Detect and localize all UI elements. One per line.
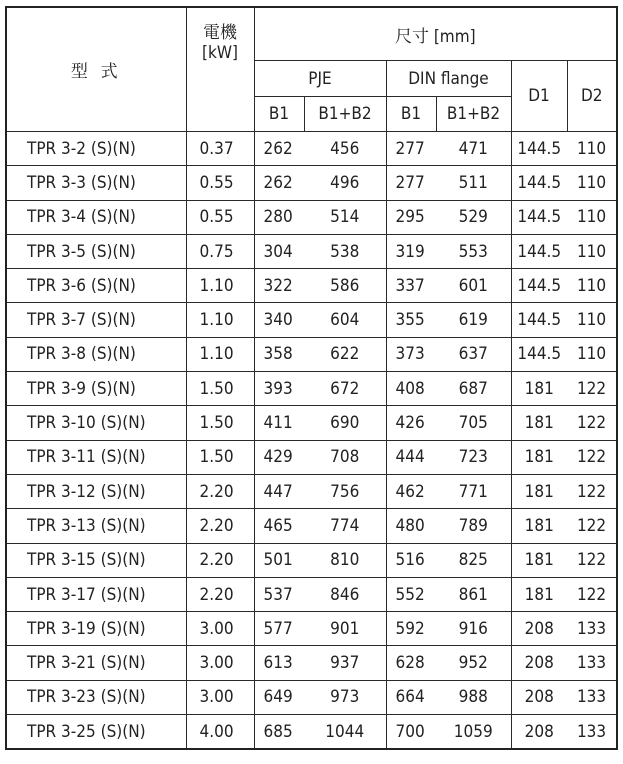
din-b1-cell: 337 [386,269,436,303]
pje-b1b2-cell: 774 [304,509,386,543]
pje-b1b2-cell: 672 [304,372,386,406]
table-row [6,509,617,543]
d1-cell: 181 [511,577,567,611]
d2-cell: 122 [567,406,617,440]
table-row [6,406,617,440]
din-b1-cell: 664 [386,680,436,714]
din-b1b2-cell: 705 [436,406,511,440]
model-cell: TPR 3-6 (S)(N) [6,269,186,303]
d1-cell: 144.5 [511,200,567,234]
din-b1-cell: 516 [386,543,436,577]
pje-b1-cell: 358 [254,337,304,371]
din-b1b2-cell: 637 [436,337,511,371]
din-b1-cell: 444 [386,440,436,474]
d1-header: D1 [511,61,567,132]
model-cell: TPR 3-25 (S)(N) [6,715,186,750]
pje-b1b2-cell: 604 [304,303,386,337]
pje-b1b2-cell: 1044 [304,715,386,750]
d2-cell: 110 [567,132,617,166]
d2-cell: 122 [567,440,617,474]
pje-b1-cell: 262 [254,132,304,166]
din-b1-cell: 552 [386,577,436,611]
model-cell: TPR 3-23 (S)(N) [6,680,186,714]
table-body [6,132,617,750]
d1-cell: 208 [511,646,567,680]
din-b1-cell: 462 [386,474,436,508]
pje-b1-cell: 537 [254,577,304,611]
d2-cell: 122 [567,372,617,406]
motor-kw-cell: 1.50 [186,372,254,406]
d2-cell: 122 [567,474,617,508]
d2-cell: 110 [567,200,617,234]
d1-cell: 208 [511,715,567,750]
pje-b1b2-cell: 586 [304,269,386,303]
model-cell: TPR 3-15 (S)(N) [6,543,186,577]
model-cell: TPR 3-13 (S)(N) [6,509,186,543]
pje-b1-cell: 280 [254,200,304,234]
motor-kw-cell: 2.20 [186,509,254,543]
d1-cell: 144.5 [511,234,567,268]
model-cell: TPR 3-12 (S)(N) [6,474,186,508]
table-row [6,166,617,200]
d1-cell: 181 [511,406,567,440]
pje-b1b2-cell: 937 [304,646,386,680]
d1-cell: 208 [511,612,567,646]
pje-b1-cell: 501 [254,543,304,577]
din-b1-cell: 277 [386,132,436,166]
table-row [6,543,617,577]
table-header [6,7,617,132]
din-b1-cell: 355 [386,303,436,337]
din-b1-cell: 480 [386,509,436,543]
model-cell: TPR 3-5 (S)(N) [6,234,186,268]
table-row [6,474,617,508]
din-b1b2-cell: 789 [436,509,511,543]
model-header: 型 式 [6,7,186,132]
motor-kw-cell: 2.20 [186,474,254,508]
din-b1b2-cell: 553 [436,234,511,268]
motor-kw-cell: 1.10 [186,337,254,371]
d2-cell: 133 [567,612,617,646]
d1-cell: 144.5 [511,132,567,166]
table-row [6,337,617,371]
din-b1b2-cell: 916 [436,612,511,646]
pje-b1-cell: 262 [254,166,304,200]
pje-b1-cell: 322 [254,269,304,303]
table-row [6,269,617,303]
d1-cell: 181 [511,474,567,508]
pje-b1b2-cell: 901 [304,612,386,646]
din-b1-cell: 628 [386,646,436,680]
pje-b1b2-cell: 538 [304,234,386,268]
motor-kw-cell: 0.37 [186,132,254,166]
motor-kw-cell: 4.00 [186,715,254,750]
motor-kw-cell: 1.10 [186,269,254,303]
pje-b1-cell: 304 [254,234,304,268]
motor-kw-cell: 3.00 [186,612,254,646]
d2-cell: 133 [567,715,617,750]
pje-b1-header: B1 [254,97,304,132]
din-b1b2-cell: 511 [436,166,511,200]
dimensions-header: 尺寸 [mm] [254,7,617,61]
pje-b1b2-cell: 973 [304,680,386,714]
pje-b1b2-cell: 690 [304,406,386,440]
d2-cell: 110 [567,234,617,268]
din-b1-cell: 295 [386,200,436,234]
d1-cell: 144.5 [511,166,567,200]
pje-b1-cell: 340 [254,303,304,337]
d2-cell: 110 [567,166,617,200]
model-cell: TPR 3-8 (S)(N) [6,337,186,371]
model-cell: TPR 3-19 (S)(N) [6,612,186,646]
pje-b1b2-cell: 846 [304,577,386,611]
d1-cell: 208 [511,680,567,714]
din-b1b2-cell: 1059 [436,715,511,750]
pje-b1b2-header: B1+B2 [304,97,386,132]
table-row [6,646,617,680]
table-row [6,303,617,337]
d1-cell: 181 [511,543,567,577]
motor-kw-cell: 2.20 [186,543,254,577]
pje-b1-cell: 613 [254,646,304,680]
d1-cell: 144.5 [511,303,567,337]
motor-header-unit: [kW] [202,43,238,63]
table-row [6,440,617,474]
d2-header: D2 [567,61,617,132]
motor-kw-cell: 1.10 [186,303,254,337]
table-row [6,132,617,166]
model-cell: TPR 3-4 (S)(N) [6,200,186,234]
din-b1-cell: 373 [386,337,436,371]
din-b1b2-cell: 723 [436,440,511,474]
pje-b1b2-cell: 756 [304,474,386,508]
motor-kw-cell: 0.55 [186,200,254,234]
din-b1b2-cell: 687 [436,372,511,406]
pump-dimension-table [5,6,618,750]
din-b1-cell: 319 [386,234,436,268]
model-cell: TPR 3-7 (S)(N) [6,303,186,337]
din-b1b2-cell: 988 [436,680,511,714]
model-cell: TPR 3-3 (S)(N) [6,166,186,200]
model-cell: TPR 3-10 (S)(N) [6,406,186,440]
table-row [6,680,617,714]
pje-b1-cell: 393 [254,372,304,406]
d2-cell: 133 [567,680,617,714]
d2-cell: 122 [567,577,617,611]
din-flange-header: DIN flange [386,61,511,97]
d2-cell: 110 [567,269,617,303]
din-b1b2-header: B1+B2 [436,97,511,132]
din-b1b2-cell: 601 [436,269,511,303]
motor-header [186,7,254,132]
din-b1-cell: 426 [386,406,436,440]
din-b1-cell: 277 [386,166,436,200]
pje-b1b2-cell: 496 [304,166,386,200]
table-row [6,612,617,646]
din-b1-cell: 592 [386,612,436,646]
model-cell: TPR 3-11 (S)(N) [6,440,186,474]
pje-b1b2-cell: 456 [304,132,386,166]
d2-cell: 122 [567,509,617,543]
motor-kw-cell: 3.00 [186,680,254,714]
model-cell: TPR 3-2 (S)(N) [6,132,186,166]
d1-cell: 181 [511,372,567,406]
d1-cell: 181 [511,440,567,474]
pje-b1-cell: 429 [254,440,304,474]
pje-b1b2-cell: 810 [304,543,386,577]
table-row [6,577,617,611]
d2-cell: 122 [567,543,617,577]
pje-b1-cell: 649 [254,680,304,714]
pje-b1-cell: 447 [254,474,304,508]
table-row [6,200,617,234]
din-b1b2-cell: 771 [436,474,511,508]
motor-kw-cell: 1.50 [186,440,254,474]
d2-cell: 110 [567,303,617,337]
motor-kw-cell: 3.00 [186,646,254,680]
table-row [6,372,617,406]
d2-cell: 133 [567,646,617,680]
d1-cell: 144.5 [511,269,567,303]
pje-b1-cell: 465 [254,509,304,543]
model-cell: TPR 3-9 (S)(N) [6,372,186,406]
pje-b1-cell: 411 [254,406,304,440]
motor-kw-cell: 0.75 [186,234,254,268]
model-cell: TPR 3-21 (S)(N) [6,646,186,680]
model-cell: TPR 3-17 (S)(N) [6,577,186,611]
din-b1b2-cell: 471 [436,132,511,166]
table-row [6,234,617,268]
d1-cell: 181 [511,509,567,543]
d1-cell: 144.5 [511,337,567,371]
d2-cell: 110 [567,337,617,371]
pje-b1-cell: 685 [254,715,304,750]
pje-b1b2-cell: 708 [304,440,386,474]
din-b1b2-cell: 861 [436,577,511,611]
table-row [6,715,617,750]
din-b1b2-cell: 825 [436,543,511,577]
pje-b1b2-cell: 514 [304,200,386,234]
motor-kw-cell: 2.20 [186,577,254,611]
din-b1-header: B1 [386,97,436,132]
din-b1b2-cell: 952 [436,646,511,680]
din-b1-cell: 700 [386,715,436,750]
motor-kw-cell: 0.55 [186,166,254,200]
motor-kw-cell: 1.50 [186,406,254,440]
spec-table-container [5,6,616,759]
motor-header-label: 電機 [203,23,237,43]
pje-b1-cell: 577 [254,612,304,646]
din-b1b2-cell: 529 [436,200,511,234]
din-b1-cell: 408 [386,372,436,406]
pje-header: PJE [254,61,386,97]
pje-b1b2-cell: 622 [304,337,386,371]
din-b1b2-cell: 619 [436,303,511,337]
